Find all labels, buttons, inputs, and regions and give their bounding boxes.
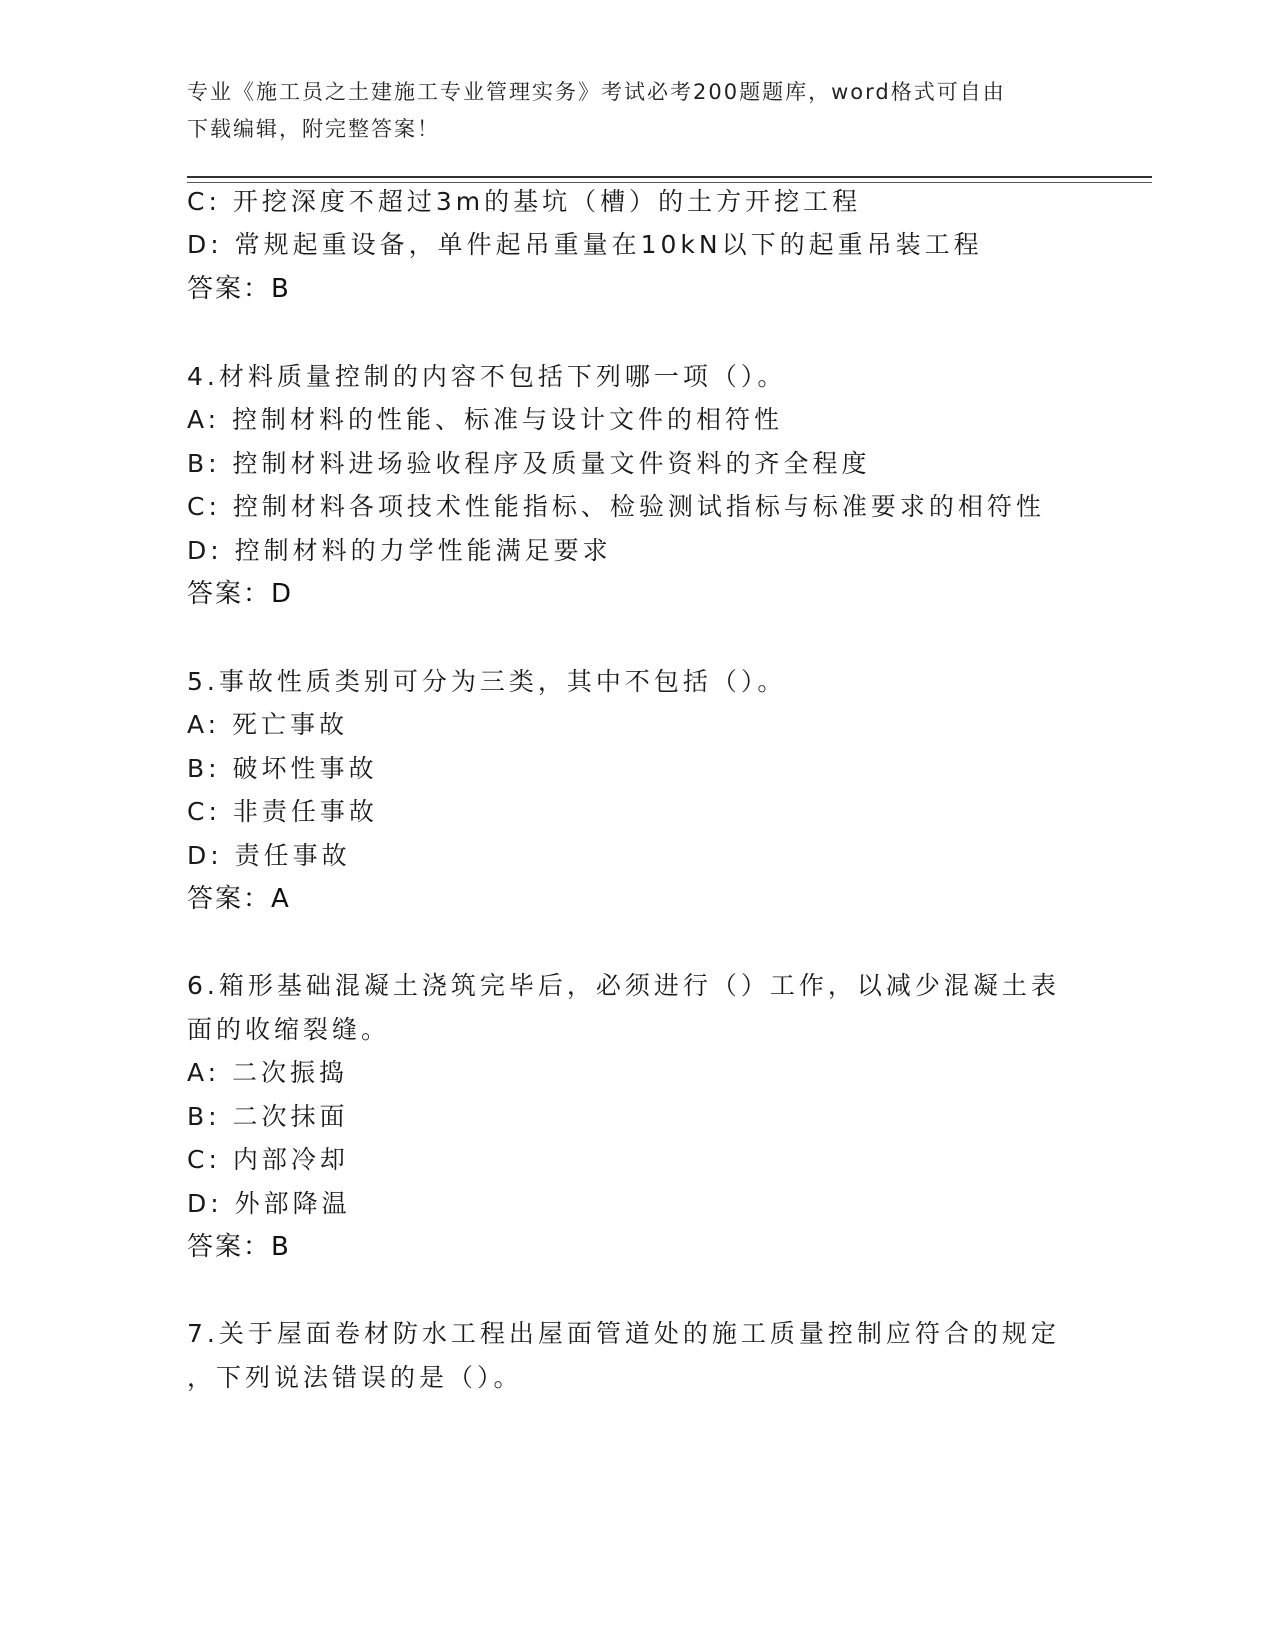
question-7-line-2: ，下列说法错误的是（）。 [187,1363,523,1392]
option-b: B: 控制材料进场验收程序及质量文件资料的齐全程度 [187,449,871,478]
answer: 答案：D [187,579,294,609]
header-line-1: 专业《施工员之土建施工专业管理实务》考试必考200题题库，word格式可自由 [187,80,1006,104]
option-d: D: 常规起重设备，单件起吊重量在10kN以下的起重吊装工程 [187,230,983,259]
option-a: A: 二次振捣 [187,1058,349,1087]
header-divider-thick [187,176,1152,178]
option-d: D: 责任事故 [187,841,351,870]
question-5: 5.事故性质类别可分为三类，其中不包括（）。 [187,667,787,696]
answer: 答案：B [187,1232,291,1262]
option-a: A: 控制材料的性能、标准与设计文件的相符性 [187,405,784,434]
answer: 答案：A [187,884,291,914]
answer: 答案：B [187,274,291,304]
option-c: C: 非责任事故 [187,797,378,826]
option-b: B: 二次抹面 [187,1102,349,1131]
question-6-line-2: 面的收缩裂缝。 [187,1015,391,1044]
option-c: C: 开挖深度不超过3m的基坑（槽）的土方开挖工程 [187,187,862,216]
option-c: C: 控制材料各项技术性能指标、检验测试指标与标准要求的相符性 [187,492,1045,521]
option-d: D: 控制材料的力学性能满足要求 [187,536,612,565]
document-header [187,74,1067,148]
question-6-line-1: 6.箱形基础混凝土浇筑完毕后，必须进行（）工作，以减少混凝土表 [187,971,1060,1000]
option-a: A: 死亡事故 [187,710,349,739]
header-divider-thin [187,182,1152,183]
header-line-2: 下载编辑，附完整答案！ [187,117,440,141]
question-7-line-1: 7.关于屋面卷材防水工程出屋面管道处的施工质量控制应符合的规定 [187,1319,1060,1348]
question-4: 4.材料质量控制的内容不包括下列哪一项（）。 [187,362,787,391]
option-d: D: 外部降温 [187,1189,351,1218]
option-b: B: 破坏性事故 [187,754,378,783]
option-c: C: 内部冷却 [187,1145,349,1174]
